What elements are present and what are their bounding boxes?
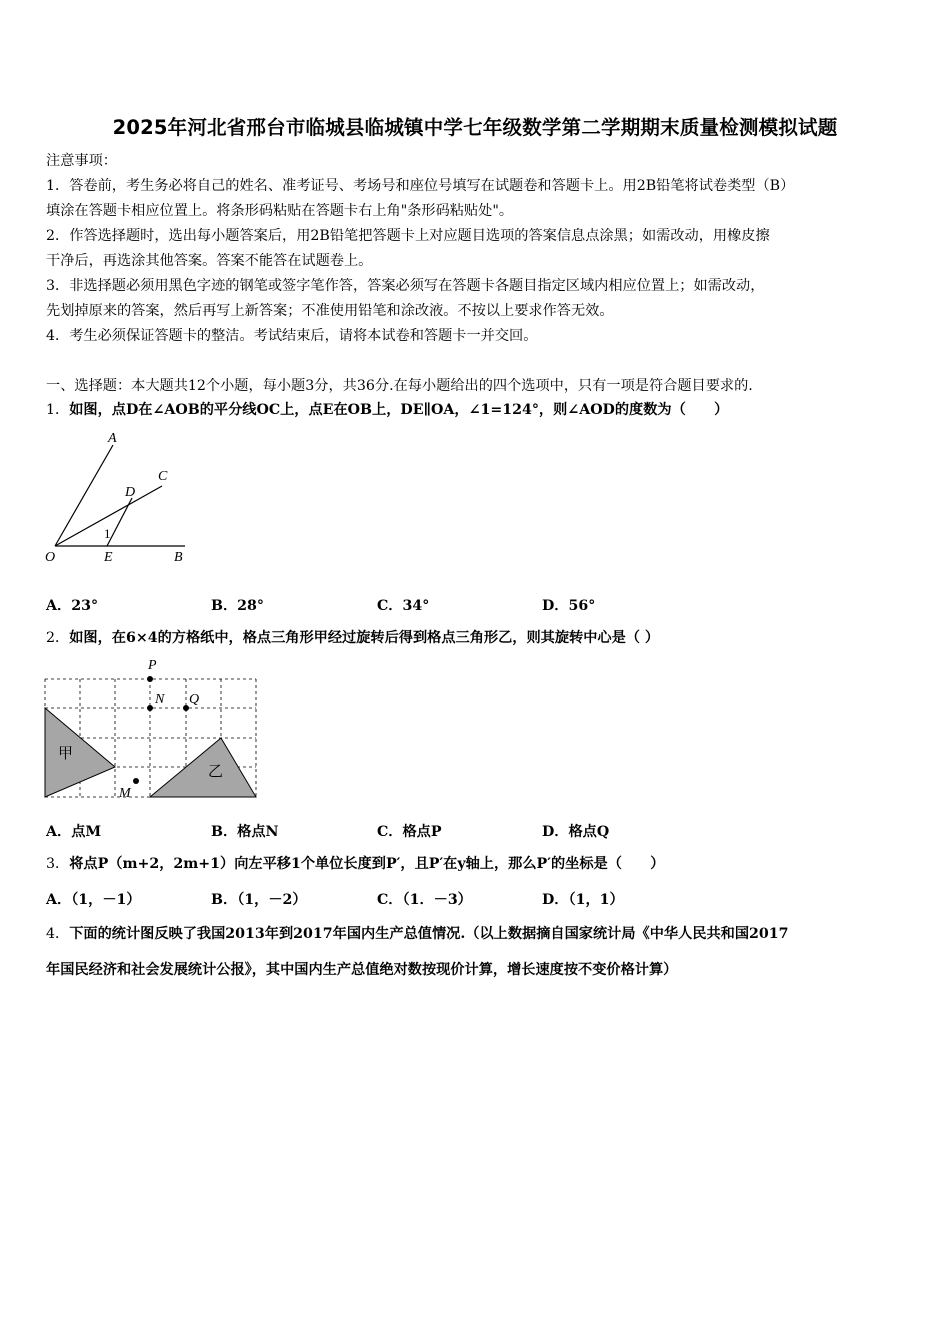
label-d: D	[125, 485, 136, 500]
notice-item-3-cont: 先划掉原来的答案，然后再写上新答案；不准使用铅笔和涂改液。不按以上要求作答无效。	[46, 303, 614, 319]
question-2	[46, 628, 659, 648]
q1-angle-figure	[40, 428, 200, 568]
question-stem: 下面的统计图反映了我国2013年到2017年国内生产总值情况.（以上数据摘自国家统计局《中华人民共和国2017	[69, 926, 789, 942]
q3-option-a[interactable]: A．（1，－1）	[46, 892, 141, 908]
triangle-yi	[150, 738, 256, 797]
q2-option-d[interactable]: D．格点Q	[542, 824, 610, 840]
question-3	[46, 854, 664, 874]
point-p	[147, 676, 153, 682]
label-m: M	[119, 786, 131, 801]
q2-option-c[interactable]: C．格点P	[377, 824, 442, 840]
label-n: N	[155, 692, 165, 707]
q1-option-b[interactable]: B．28°	[211, 598, 265, 614]
question-4-cont: 年国民经济和社会发展统计公报》，其中国内生产总值绝对数按现价计算，增长速度按不变价格计算）	[46, 962, 678, 978]
label-p: P	[148, 658, 157, 673]
question-1	[46, 400, 728, 420]
q2-option-b[interactable]: B．格点N	[211, 824, 279, 840]
q3-option-c[interactable]: C．（1．－3）	[377, 892, 472, 908]
question-number: 1．	[46, 402, 70, 418]
point-n	[147, 705, 153, 711]
notice-item-1-cont: 填涂在答题卡相应位置上。将条形码粘贴在答题卡右上角"条形码粘贴处"。	[46, 203, 514, 219]
notice-heading: 注意事项：	[46, 153, 117, 169]
question-4	[46, 924, 789, 944]
q2-grid-figure	[40, 654, 265, 804]
label-b: B	[174, 550, 183, 565]
question-number: 2．	[46, 630, 70, 646]
question-number: 4．	[46, 926, 70, 942]
label-a: A	[108, 431, 117, 446]
question-stem: 将点P（m+2，2m+1）向左平移1个单位长度到P′，且P′在y轴上，那么P′的坐标是（ ）	[69, 856, 665, 872]
q1-option-c[interactable]: C．34°	[377, 598, 430, 614]
section-heading: 一、选择题：本大题共12个小题，每小题3分，共36分.在每小题给出的四个选项中，只有一项是符合题目要求的.	[46, 378, 753, 394]
q3-option-b[interactable]: B．（1，－2）	[211, 892, 307, 908]
label-jia: 甲	[58, 746, 74, 762]
q2-option-a[interactable]: A．点M	[46, 824, 102, 840]
notice-item-4: 4．考生必须保证答题卡的整洁。考试结束后，请将本试卷和答题卡一并交回。	[46, 328, 538, 344]
q1-option-a[interactable]: A．23°	[46, 598, 99, 614]
label-yi: 乙	[208, 764, 224, 780]
question-stem: 如图，点D在∠AOB的平分线OC上，点E在OB上，DE∥OA，∠1=124°，则∠AOD的度数为（ ）	[69, 402, 729, 418]
question-stem: 如图，在6×4的方格纸中，格点三角形甲经过旋转后得到格点三角形乙，则其旋转中心是（ ）	[69, 630, 660, 646]
label-e: E	[104, 550, 113, 565]
notice-item-1: 1．答卷前，考生务必将自己的姓名、准考证号、考场号和座位号填写在试题卷和答题卡上。用2B铅笔将试卷类型（B）	[46, 178, 795, 194]
q3-option-d[interactable]: D．（1，1）	[542, 892, 624, 908]
label-o: O	[45, 550, 56, 565]
notice-item-2-cont: 干净后，再选涂其他答案。答案不能答在试题卷上。	[46, 253, 373, 269]
segment-de	[107, 498, 132, 546]
notice-item-2: 2．作答选择题时，选出每小题答案后，用2B铅笔把答题卡上对应题目选项的答案信息点涂黑；如需改动，用橡皮擦	[46, 228, 770, 244]
label-q: Q	[189, 692, 200, 707]
label-angle-1: 1	[104, 526, 111, 541]
page-title: 2025年河北省邢台市临城县临城镇中学七年级数学第二学期期末质量检测模拟试题	[112, 116, 838, 139]
point-m	[133, 778, 139, 784]
label-c: C	[158, 469, 168, 484]
notice-item-3: 3．非选择题必须用黑色字迹的钢笔或签字笔作答，答案必须写在答题卡各题目指定区域内相应位置上；如需改动，	[46, 278, 765, 294]
q1-option-d[interactable]: D．56°	[542, 598, 596, 614]
question-number: 3．	[46, 856, 70, 872]
